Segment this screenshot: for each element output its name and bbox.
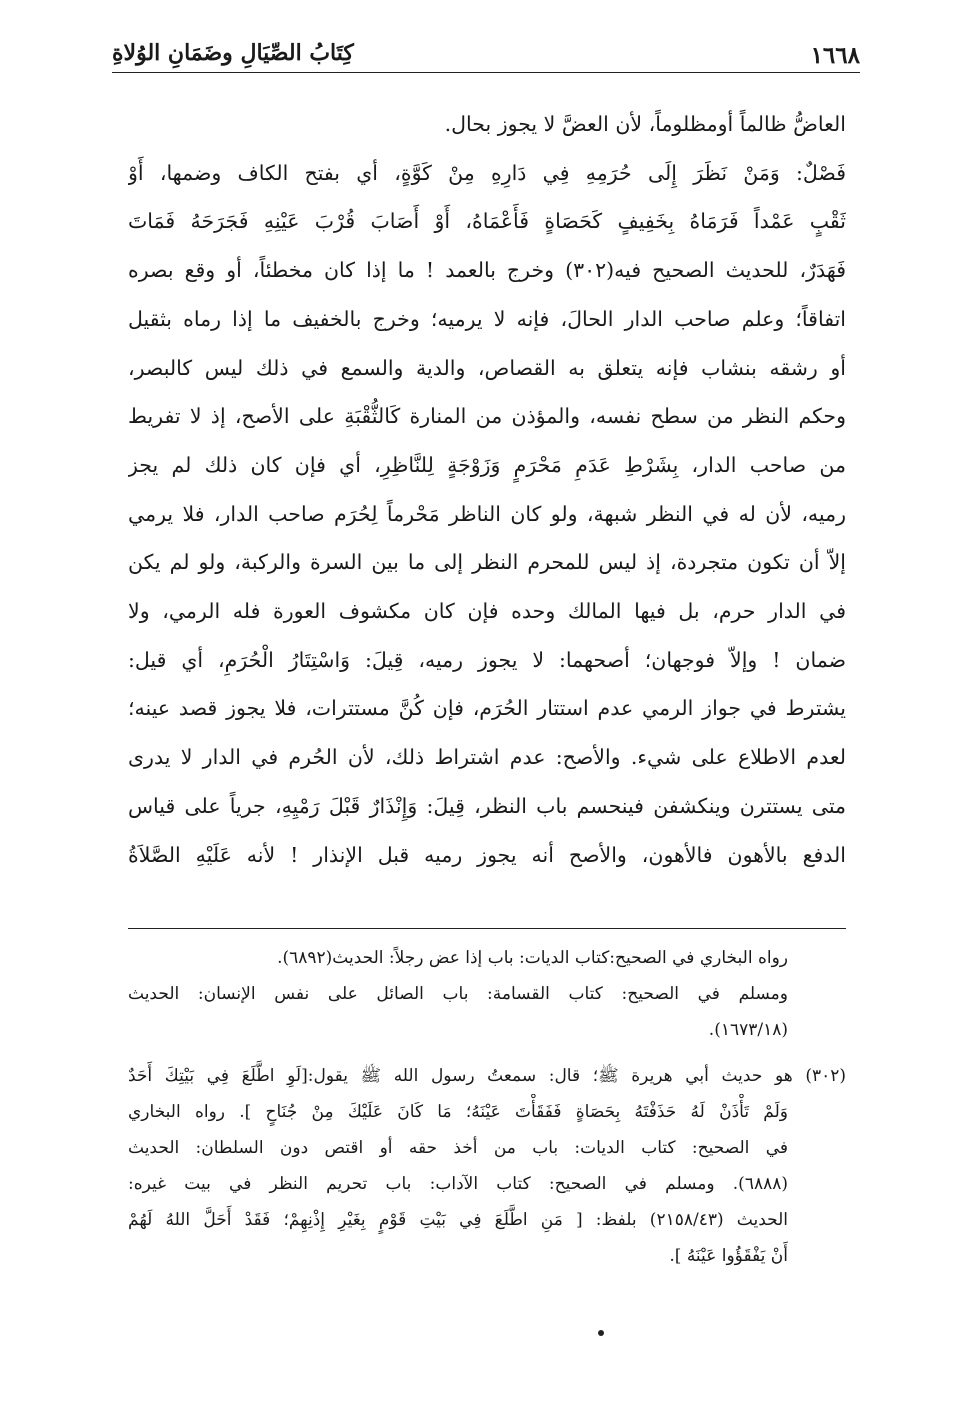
text-line: رميه، لأن له في النظر شبهة، ولو كان الناظر مَحْرماً لِحُرَم صاحب الدار، فلا يرمي [128,501,846,526]
footnote-line: ومسلم في الصحيح: كتاب القسامة: باب الصائل على نفس الإنسان: الحديث [128,984,788,1004]
text-line: العاضُّ ظالماً أومظلوماً، لأن العضَّ لا يجوز بحال. [444,112,846,136]
footnote-line: وَلَمْ تَأْذَنْ لَهُ حَذَفْتَهُ بِحَصَاةٍ فَفَقَأْتَ عَيْنَهُ؛ مَا كَانَ عَلَيْكَ مِنْ جُنَاحٍ ]. رواه البخاري [128,1102,788,1122]
footnote-line: في الصحيح: كتاب الديات: باب من أخذ حقه أو اقتص دون السلطان: الحديث [128,1138,788,1158]
footnote-line: (٦٨٨٨). ومسلم في الصحيح: كتاب الآداب: باب تحريم النظر في بيت غيره: [128,1174,788,1194]
running-title: كِتَابُ الصِّيَالِ وضَمَانِ الوُلاةِ [112,40,354,66]
text-line: أو رشقه بنشاب فإنه يتعلق به القصاص، والدية والسمع في ذلك ليس كالبصر، [128,355,846,380]
footnote-gap [128,1048,846,1058]
text-line: ضمان ! وإلاّ فوجهان؛ أصحهما: لا يجوز رميه، قِيلَ: وَاسْتِتَارُ الْحُرَمِ، أي قيل: [128,647,846,672]
text-line: اتفاقاً؛ وعلم صاحب الدار الحالَ، فإنه لا يرميه؛ وخرج بالخفيف ما إذا رماه بثقيل [128,306,846,331]
header-rule [112,72,860,73]
text-line: ثَقْبٍ عَمْداً فَرَمَاهُ بِخَفِيفٍ كَحَصَاةٍ فَأَعْمَاهُ، أَوْ أَصَابَ قُرْبَ عَيْنِهِ فَجَرَحَهُ فَمَاتَ [128,209,846,234]
footnote-line: الحديث (٢١٥٨/٤٣) بلفظ: [ مَنِ اطَّلَعَ فِي بَيْتِ قَوْمٍ بِغَيْرِ إِذْنِهِمْ؛ فَقَدْ أَحَلَّ اللهُ لَهُمْ [128,1210,788,1230]
text-line: فَصْلٌ: وَمَنْ نَظَرَ إِلَى حُرَمِهِ فِي دَارِهِ مِنْ كَوَّةٍ، أي بفتح الكاف وضمها، أَوْ [128,160,846,185]
text-line: الدفع بالأهون فالأهون، والأصح أنه يجوز رميه قبل الإنذار ! لأنه عَلَيْهِ الصَّلاَةُ [128,842,846,867]
text-line: فَهَدَرٌ، للحديث الصحيح فيه(٣٠٢) وخرج بالعمد ! ما إذا كان مخطئاً، أو وقع بصره [128,258,846,283]
footnote-line: (١٦٧٣/١٨). [708,1020,788,1040]
text-line: لعدم الاطلاع على شيء. والأصح: عدم اشتراط ذلك، لأن الحُرم في الدار لا يدرى [128,745,846,770]
footnote-rule [128,928,846,929]
main-text [128,100,846,879]
footnotes [128,940,846,1274]
text-line: إلاّ أن تكون متجردة، إذ ليس للمحرم النظر إلى ما بين السرة والركبة، ولو لم يكن [128,550,846,575]
footnote-line: رواه البخاري في الصحيح:كتاب الديات: باب إذا عض رجلاً: الحديث(٦٨٩٢). [277,948,788,968]
page-number: ١٦٦٨ [810,42,860,69]
text-line: وحكم النظر من سطح نفسه، والمؤذن من المنارة كَالثُّقْبَةِ على الأصح، إذ لا تفريط [128,404,846,429]
text-line: متى يستترن وينكشفن فينحسم باب النظر، قِيلَ: وَإِنْذَارٌ قَبْلَ رَمْيِهِ، جرياً على قياس [128,793,846,818]
page-dot-mark [598,1330,604,1336]
text-line: في الدار حرم، بل فيها المالك وحده فإن كان مكشوف العورة فله الرمي، ولا [128,599,846,624]
text-line: يشترط في جواز الرمي عدم استتار الحُرَم، فإن كُنَّ مستترات، فلا يجوز قصد عينه؛ [128,696,846,721]
footnote-line: أَنْ يَفْقَؤُوا عَيْنَهُ ]. [669,1246,788,1266]
text-line: من صاحب الدار، بِشَرْطِ عَدَمِ مَحْرَمٍ وَزَوْجَةٍ لِلنَّاظِرِ، أي فإن كان ذلك لم يجز [128,452,846,477]
footnote-line: (٣٠٢) هو حديث أبي هريرة ﷺ؛ قال: سمعتُ رسول الله ﷺ يقول:[لَوِ اطَّلَعَ فِي بَيْتِكَ أَحَدٌ [128,1066,846,1086]
